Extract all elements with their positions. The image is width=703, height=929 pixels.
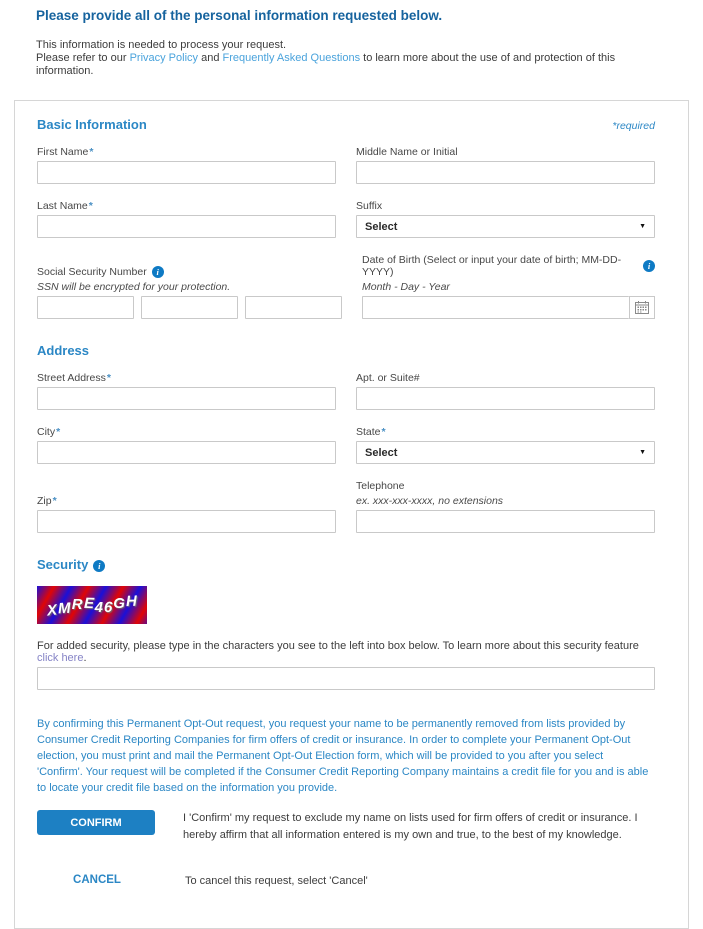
- chevron-down-icon: ▼: [639, 223, 646, 230]
- ssn-inputs: [37, 296, 342, 319]
- intro-text: [36, 39, 667, 78]
- state-select[interactable]: [356, 441, 655, 464]
- address-header-row: [37, 343, 655, 358]
- phone-cell: [356, 480, 655, 533]
- city-cell: [37, 426, 336, 464]
- info-icon[interactable]: i: [643, 260, 655, 272]
- dob-note: Month - Day - Year: [362, 281, 450, 293]
- state-label: State *: [356, 426, 386, 438]
- required-asterisk: *: [89, 146, 94, 158]
- faq-link[interactable]: Frequently Asked Questions: [222, 52, 361, 64]
- dob-input-group: [362, 296, 655, 319]
- ssn-part2-input[interactable]: [141, 296, 238, 319]
- security-header-row: [37, 557, 655, 572]
- middle-name-cell: [356, 146, 655, 184]
- required-asterisk: *: [88, 200, 93, 212]
- calendar-button[interactable]: [629, 296, 655, 319]
- page-header: [0, 0, 703, 78]
- confirm-button[interactable]: CONFIRM: [37, 810, 155, 835]
- middle-name-input[interactable]: [356, 161, 655, 184]
- required-asterisk: *: [381, 426, 386, 438]
- ssn-part1-input[interactable]: [37, 296, 134, 319]
- first-name-label: First Name *: [37, 146, 94, 158]
- dob-input[interactable]: [362, 296, 629, 319]
- city-label: City *: [37, 426, 61, 438]
- ssn-label: Social Security Number i: [37, 266, 342, 278]
- required-asterisk: *: [52, 495, 57, 507]
- click-here-link[interactable]: click here: [37, 652, 84, 664]
- page-title: Please provide all of the personal information requested below.: [36, 8, 443, 23]
- address-heading: Address: [37, 343, 90, 358]
- street-address-input[interactable]: [37, 387, 336, 410]
- info-icon[interactable]: i: [152, 266, 164, 278]
- required-asterisk: *: [56, 426, 61, 438]
- state-cell: [356, 426, 655, 464]
- last-name-label: Last Name *: [37, 200, 93, 212]
- zip-input[interactable]: [37, 510, 336, 533]
- first-name-input[interactable]: [37, 161, 336, 184]
- cancel-link[interactable]: CANCEL: [73, 874, 121, 886]
- ssn-cell: [37, 266, 342, 319]
- captcha-instruction: For added security, please type in the characters you see to the left into box below. To learn more about this security feature click here.: [37, 640, 639, 664]
- ssn-note: SSN will be encrypted for your protection.: [37, 281, 231, 293]
- suffix-select[interactable]: [356, 215, 655, 238]
- apt-label: Apt. or Suite#: [356, 372, 420, 384]
- first-name-cell: [37, 146, 336, 184]
- street-apt-row: [37, 372, 655, 410]
- calendar-icon: [635, 301, 649, 314]
- required-note: *required: [612, 120, 655, 132]
- zip-cell: [37, 495, 336, 533]
- apt-suite-input[interactable]: [356, 387, 655, 410]
- captcha-image: X M R E 4 6 G H: [37, 586, 147, 624]
- apt-cell: [356, 372, 655, 410]
- basic-info-header-row: [37, 117, 655, 132]
- captcha-input[interactable]: [37, 667, 655, 690]
- zip-label: Zip *: [37, 495, 57, 507]
- dob-label: Date of Birth (Select or input your date of birth; MM-DD-YYYY) i: [362, 254, 655, 278]
- street-label: Street Address *: [37, 372, 111, 384]
- street-cell: [37, 372, 336, 410]
- suffix-select-value: Select: [365, 220, 398, 233]
- intro-line2: Please refer to our Privacy Policy and Frequently Asked Questions to learn more about the use of and protection of this information.: [36, 52, 616, 77]
- required-asterisk: *: [106, 372, 111, 384]
- city-state-row: [37, 426, 655, 464]
- opt-out-form: [14, 100, 689, 929]
- intro-line1: This information is needed to process your request.: [36, 39, 287, 51]
- basic-info-heading: Basic Information: [37, 117, 147, 132]
- ssn-dob-row: [37, 254, 655, 319]
- privacy-policy-link[interactable]: Privacy Policy: [129, 52, 199, 64]
- suffix-cell: [356, 200, 655, 238]
- phone-note: ex. xxx-xxx-xxxx, no extensions: [356, 495, 504, 507]
- dob-cell: [362, 254, 655, 319]
- last-name-cell: [37, 200, 336, 238]
- ssn-part3-input[interactable]: [245, 296, 342, 319]
- chevron-down-icon: ▼: [639, 449, 646, 456]
- state-select-value: Select: [365, 446, 398, 459]
- last-name-input[interactable]: [37, 215, 336, 238]
- name-row: [37, 146, 655, 184]
- suffix-label: Suffix: [356, 200, 383, 212]
- phone-label: Telephone: [356, 480, 405, 492]
- opt-out-disclaimer: By confirming this Permanent Opt-Out request, you request your name to be permanently removed from lists provided by Consumer Credit Reporting Companies for firm offers of credit or insurance. In order to complete your Permanent Opt-Out election, you must print and mail the Permanent Opt-Out Election form, which will be provided to you after you select 'Confirm'. Your request will be completed if the Consumer Credit Reporting Company maintains a credit file for you and is able to locate your credit file based on the information you provide.: [37, 718, 649, 794]
- telephone-input[interactable]: [356, 510, 655, 533]
- middle-name-label: Middle Name or Initial: [356, 146, 458, 158]
- info-icon[interactable]: i: [93, 560, 105, 572]
- security-heading: Security i: [37, 557, 105, 572]
- cancel-description: To cancel this request, select 'Cancel': [185, 875, 368, 887]
- zip-phone-row: [37, 480, 655, 533]
- confirm-description: I 'Confirm' my request to exclude my name on lists used for firm offers of credit or insurance. I hereby affirm that all information entered is my own and true, to the best of my knowledge.: [183, 812, 638, 841]
- confirm-row: [37, 810, 655, 844]
- city-input[interactable]: [37, 441, 336, 464]
- lastname-suffix-row: [37, 200, 655, 238]
- cancel-row: [37, 874, 655, 888]
